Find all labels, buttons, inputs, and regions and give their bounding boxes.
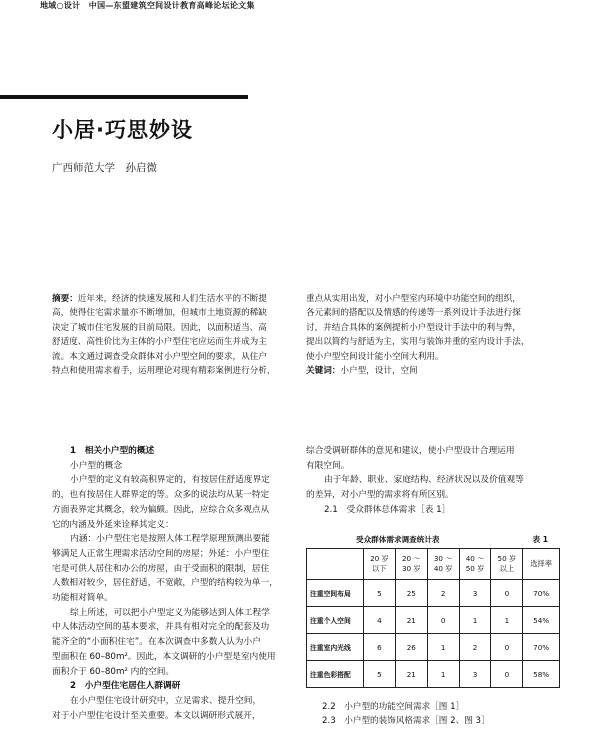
- table-header-cell: 20 岁 以下: [364, 549, 396, 580]
- section-heading: 2 小户型住宅居住人群调研: [70, 681, 181, 692]
- table-cell: 1: [491, 607, 523, 634]
- body-line: 由于年龄、职业、家庭结构、经济状况以及价值观等: [324, 475, 524, 486]
- abstract-left-column: [52, 292, 296, 378]
- table-row: [307, 607, 560, 634]
- table-row: [307, 580, 560, 607]
- abstract-line: 讨，并结合具体的案例提析小户型设计手法中的利与弊，: [306, 322, 521, 333]
- table-caption-text: 受众群体需求调查统计表: [356, 535, 440, 544]
- running-head: 地域○设计 中国—东盟建筑空间设计教育高峰论坛论文集: [40, 1, 255, 10]
- table-cell: 0: [427, 607, 459, 634]
- subsection-heading: 2.1 受众群体总体需求［表 1］: [324, 504, 451, 515]
- subsection-heading: 2.2 小户型的功能空间需求［图 1］: [322, 702, 465, 712]
- table-cell: 3: [459, 661, 491, 688]
- table-cell: 0: [491, 580, 523, 607]
- table-header-cell: [307, 549, 364, 580]
- body-line: 有限空间。: [306, 460, 350, 471]
- keywords-line: [306, 364, 558, 378]
- body-line: 的，也有按居住人群界定的等。众多的说法均从某一特定: [52, 490, 270, 501]
- body-line: 小户型的定义有较高积界定的，有按居住舒适度界定: [70, 475, 270, 486]
- title-rule: [0, 95, 248, 99]
- body-line: 对于小户型住宅设计至关重要。本文以调研形式展开，: [52, 710, 261, 721]
- table-cell: 25: [395, 580, 427, 607]
- abstract-line: 各元素间的搭配以及情感的传递等一系列设计手法进行探: [306, 308, 521, 319]
- table-header-cell: 选择率: [523, 549, 560, 580]
- table-cell: 3: [459, 580, 491, 607]
- table-cell: 70%: [523, 580, 560, 607]
- keywords-label: 关键词：: [306, 366, 341, 377]
- body-line: 综合受调研群体的意见和建议，使小户型设计合理运用: [306, 446, 515, 456]
- table-cell: 0: [491, 634, 523, 661]
- table-header-cell: 20 ～ 30 岁: [395, 549, 427, 580]
- body-left-column: [52, 444, 298, 723]
- table-header-cell: 30 ～ 40 岁: [427, 549, 459, 580]
- body-line: 宅是可供人居住和办公的房屋，由于受面积的限制，居住: [52, 563, 270, 574]
- abstract-label: 摘要：: [52, 294, 78, 304]
- body-line: 综上所述，可以把小户型定义为能够达到人体工程学: [70, 607, 270, 618]
- body-line: 中人体活动空间的基本要求，并具有相对完全的配套及功: [52, 622, 270, 633]
- table-cell: 1: [459, 607, 491, 634]
- body-line: 够满足人正常生理需求活动空间的房屋；外延：小户型住: [52, 548, 270, 559]
- subsection-heading: 2.3 小户型的装饰风格需求［图 2、图 3］: [322, 716, 490, 727]
- table-cell: 4: [364, 607, 396, 634]
- body-line: 面积介于 60–80m² 内的空间。: [52, 666, 175, 677]
- body-right-column: [306, 444, 558, 518]
- body-line: 能齐全的“小面积住宅”。在本次调查中多数人认为小户: [52, 637, 261, 648]
- table-row: [307, 661, 560, 688]
- body-line: 人数相对较少，居住舒适，不宽敞，户型的结构较为单一，: [52, 578, 278, 589]
- table-cell: 注重个人空间: [307, 607, 364, 634]
- table-cell: 21: [395, 607, 427, 634]
- subsection-heading: 小户型的概念: [70, 460, 123, 471]
- table-cell: 2: [427, 580, 459, 607]
- table-1: [306, 534, 560, 688]
- body-line: 型面积在 60–80m²。因此，本文调研的小户型是室内使用: [52, 651, 276, 662]
- abstract-line: 近年来，经济的快速发展和人们生活水平的不断提: [77, 294, 267, 304]
- table-cell: 6: [364, 634, 396, 661]
- table-cell: 70%: [523, 634, 560, 661]
- table-cell: 5: [364, 580, 396, 607]
- page-title: 小居·巧思妙设: [52, 118, 193, 142]
- body-line: 方面表界定其概念，较为偏颇。因此，应综合众多观点从: [52, 504, 270, 515]
- table-cell: 5: [364, 661, 396, 688]
- body-line: 功能相对简单。: [52, 593, 113, 604]
- table-cell: 21: [395, 661, 427, 688]
- table-cell: 注重空间布局: [307, 580, 364, 607]
- table-header-row: [307, 549, 560, 580]
- author-line: 广西师范大学 孙启微: [52, 162, 157, 174]
- table-header-cell: 50 岁 以上: [491, 549, 523, 580]
- abstract-right-column: [306, 292, 558, 378]
- body-line: 内涵：小户型住宅是按照人体工程学原理预测出要能: [70, 534, 270, 545]
- table-header-cell: 40 ～ 50 岁: [459, 549, 491, 580]
- abstract-line: 重点从实用出发，对小户型室内环境中功能空间的组织，: [306, 294, 521, 304]
- survey-table: [306, 548, 560, 688]
- abstract-line: 流。本文通过调查受众群体对小户型空间的要求，从住户: [52, 351, 267, 362]
- abstract-line: 使小户型空间设计能小空间大利用。: [306, 351, 444, 362]
- keywords-text: 小户型，设计，空间: [340, 366, 418, 377]
- abstract-line: 提出以简约与舒适为主，实用与装饰并重的室内设计手法，: [306, 337, 530, 348]
- table-cell: 58%: [523, 661, 560, 688]
- table-row: [307, 634, 560, 661]
- table-cell: 54%: [523, 607, 560, 634]
- abstract-line: 舒适度、高性价比为主体的小户型住宅应运而生并成为主: [52, 337, 267, 348]
- table-cell: 注重色彩搭配: [307, 661, 364, 688]
- body-line: 在小户型住宅设计研究中，立足需求、提升空间，: [70, 695, 262, 706]
- abstract-line: 特点和使用需求着手，运用理论对现有精彩案例进行分析，: [52, 366, 276, 377]
- section-heading: 1 相关小户型的概述: [70, 446, 155, 456]
- table-number: 表 1: [532, 535, 548, 544]
- abstract-line: 高，使得住宅需求量亦不断增加，但城市土地资源的稀缺: [52, 308, 267, 319]
- body-line: 的差异，对小户型的需求将有所区别。: [306, 490, 454, 501]
- table-caption: [306, 534, 560, 548]
- table-cell: 1: [427, 634, 459, 661]
- table-cell: 26: [395, 634, 427, 661]
- table-cell: 1: [427, 661, 459, 688]
- table-cell: 注重室内光线: [307, 634, 364, 661]
- table-cell: 0: [491, 661, 523, 688]
- abstract-line: 决定了城市住宅发展的目前局限。因此，以面积适当、高: [52, 322, 267, 333]
- after-table-lines: [322, 700, 562, 729]
- table-cell: 2: [459, 634, 491, 661]
- body-line: 它的内涵及外延来诠释其定义：: [52, 519, 174, 530]
